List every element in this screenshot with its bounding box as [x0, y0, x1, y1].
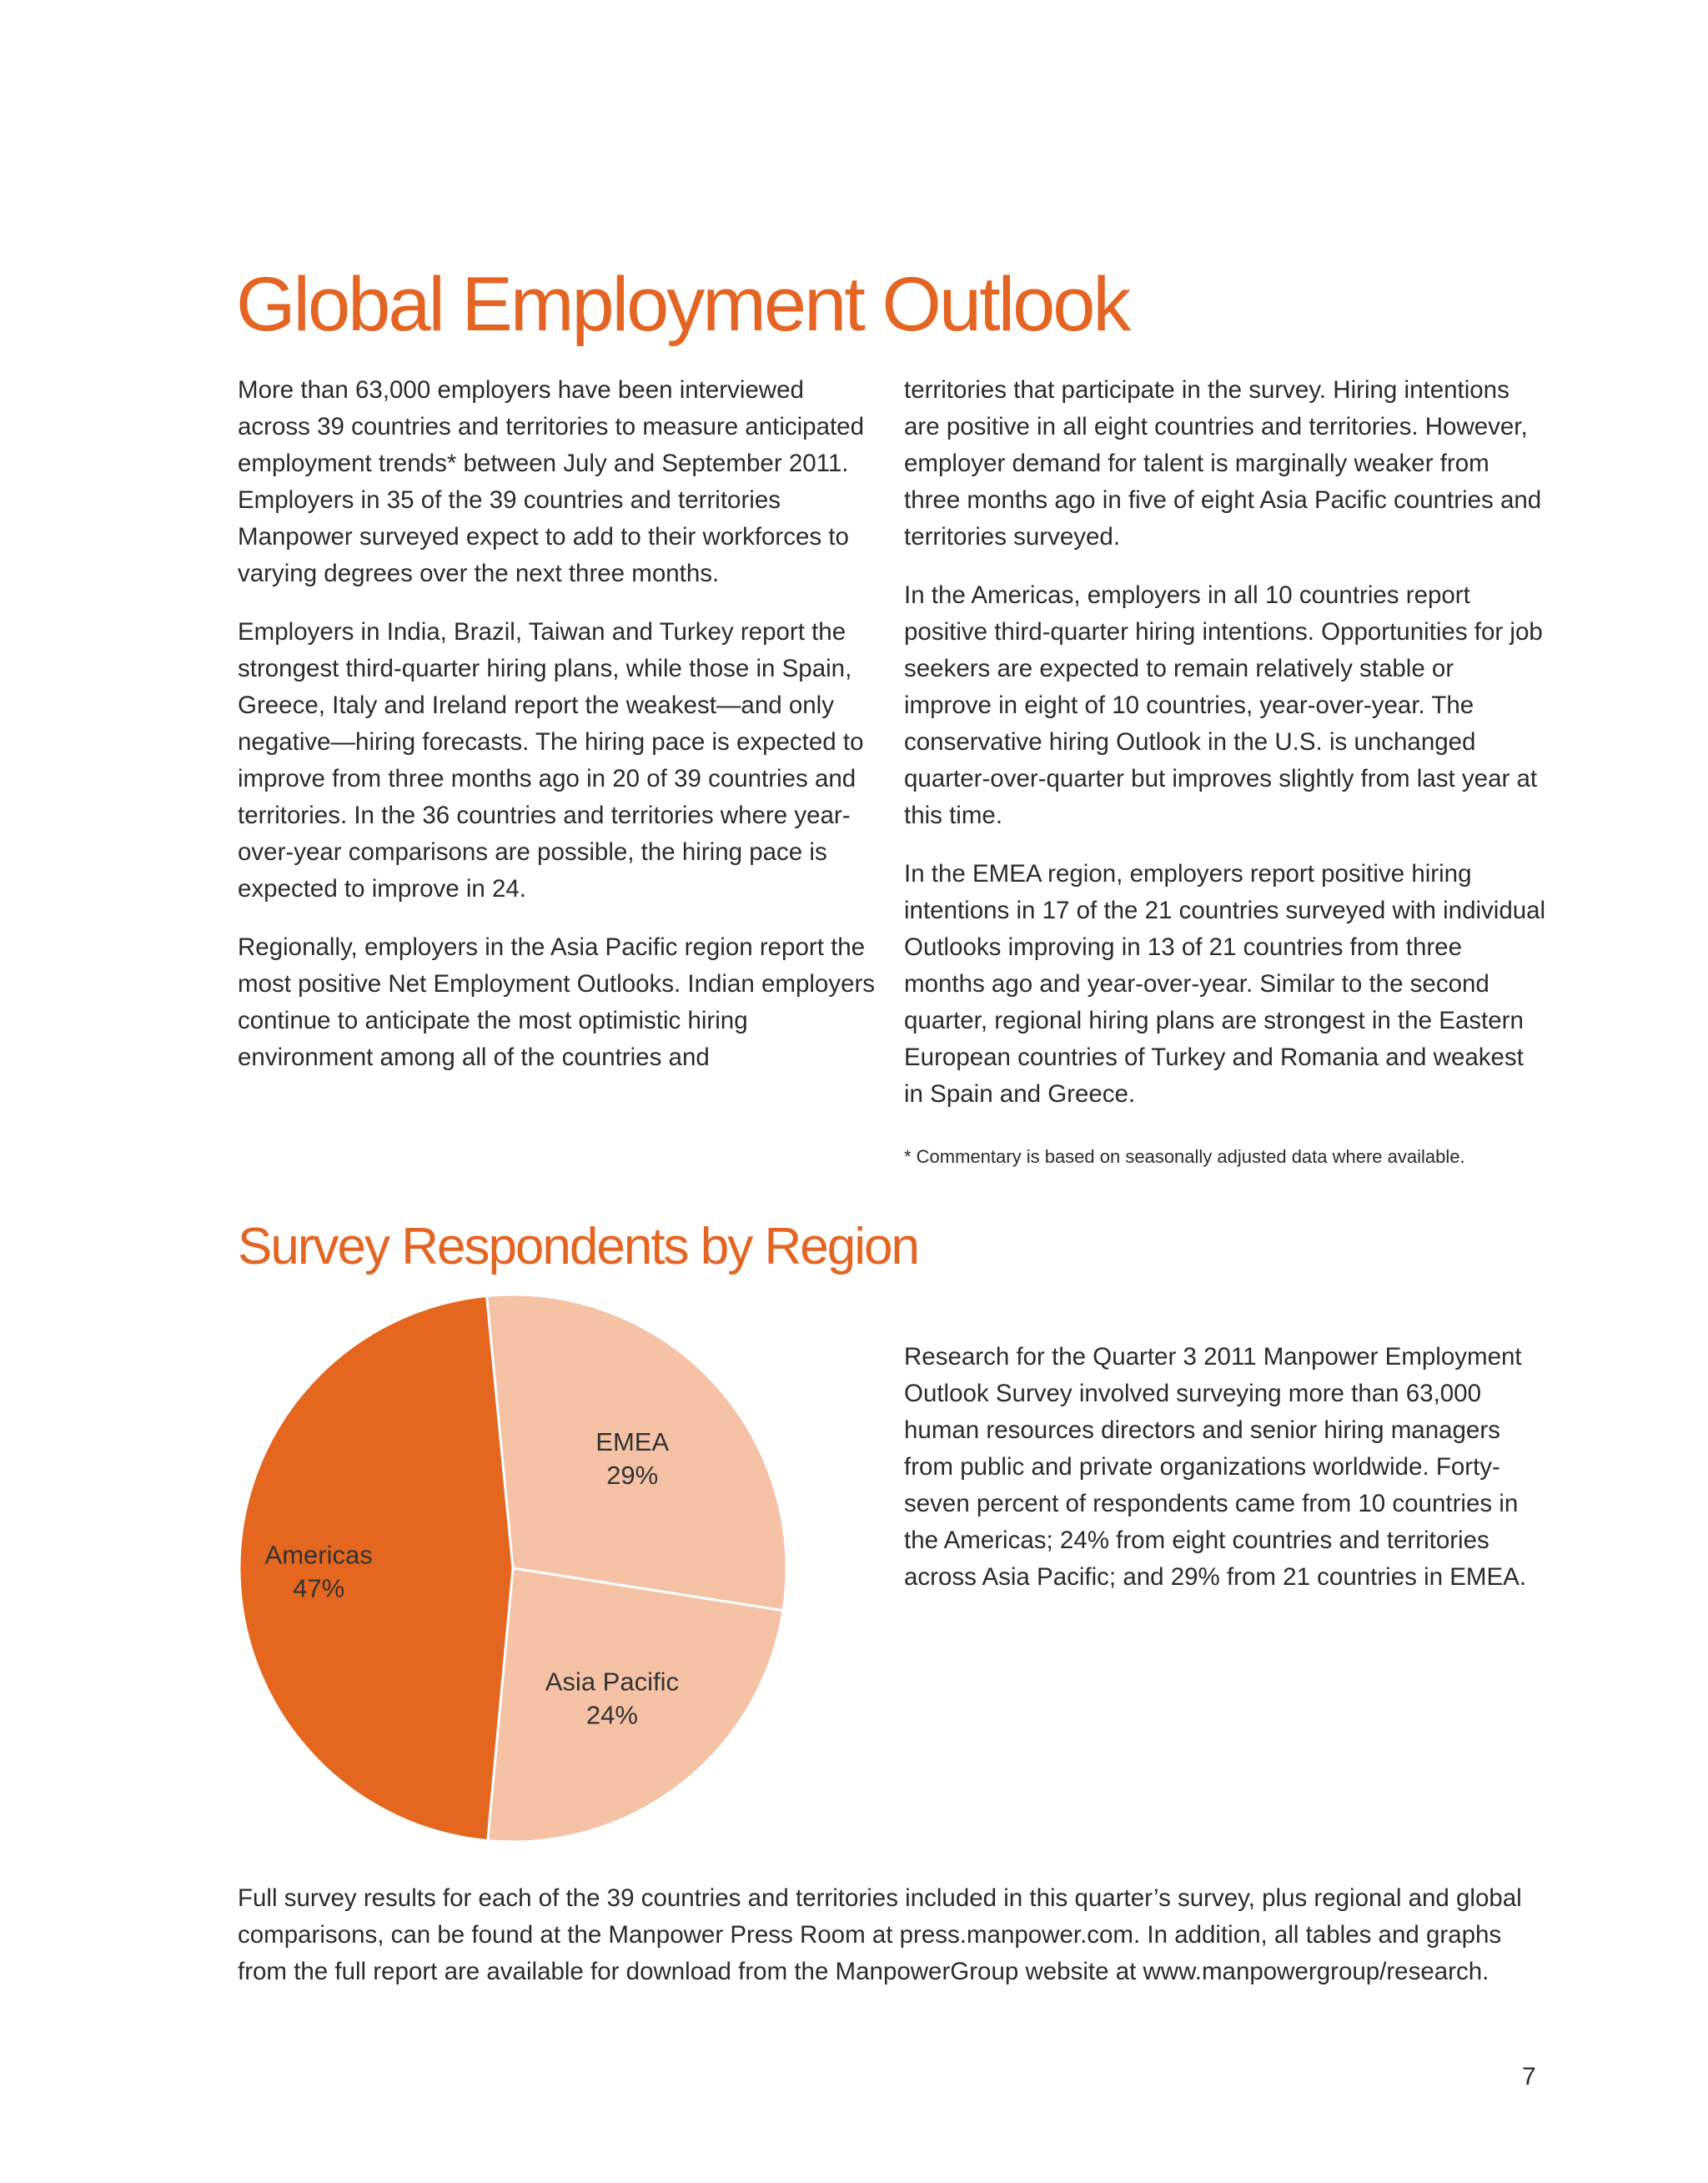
right-column	[904, 372, 1546, 1134]
paragraph: In the EMEA region, employers report positive hiring intentions in 17 of the 21 countries surveyed with individual Outlooks improving in 13 of 21 countries from three months ago and year-over-year. Similar to the second quarter, regional hiring plans are strongest in the Eastern European countries of Turkey and Romania and weakest in Spain and Greece.	[904, 860, 1546, 1108]
slice-label: Americas	[264, 1540, 373, 1570]
footnote: * Commentary is based on seasonally adjusted data where available.	[904, 1146, 1465, 1167]
page-title: Global Employment Outlook	[236, 262, 1129, 347]
slice-label: Asia Pacific	[545, 1667, 679, 1697]
paragraph: More than 63,000 employers have been interviewed across 39 countries and territories to measure anticipated employment trends* between July and September 2011. Employers in 35 of the 39 countries and territories Manpower surveyed expect to add to their workforces to varying degrees over the next three months.	[238, 376, 864, 587]
pie-chart	[234, 1293, 792, 1852]
bottom-paragraph: Full survey results for each of the 39 countries and territories included in this quarter’s survey, plus regional and global comparisons, can be found at the Manpower Press Room at press.manpower.com. In addition, all tables and graphs from the full report are available for download from the ManpowerGroup website at www.manpowergroup/research.	[238, 1884, 1522, 1985]
paragraph: Employers in India, Brazil, Taiwan and Turkey report the strongest third-quarter hiring plans, while those in Spain, Greece, Italy and Ireland report the weakest—and only negative—hiring forecasts. The hiring pace is expected to improve from three months ago in 20 of 39 countries and territories. In the 36 countries and territories where year-over-year comparisons are possible, the hiring pace is expected to improve in 24.	[238, 618, 864, 903]
slice-value-label: 47%	[293, 1573, 345, 1603]
research-paragraph: Research for the Quarter 3 2011 Manpower Employment Outlook Survey involved surveying more than 63,000 human resources directors and senior hiring managers from public and private organizations worldwide. Forty-seven percent of respondents came from 10 countries in the Americas; 24% from eight countries and territories across Asia Pacific; and 29% from 21 countries in EMEA.	[904, 1343, 1527, 1591]
paragraph: In the Americas, employers in all 10 countries report positive third-quarter hiring intentions. Opportunities for job seekers are expected to remain relatively stable or improve in eight of 10 countries, year-over-year. The conservative hiring Outlook in the U.S. is unchanged quarter-over-quarter but improves slightly from last year at this time.	[904, 581, 1543, 829]
chart-title: Survey Respondents by Region	[238, 1218, 918, 1275]
left-column	[238, 372, 880, 1098]
page-number: 7	[1522, 2063, 1536, 2090]
paragraph: territories that participate in the survey. Hiring intentions are positive in all eight countries and territories. However, employer demand for talent is marginally weaker from three months ago in five of eight Asia Pacific countries and territories surveyed.	[904, 376, 1542, 551]
slice-value-label: 29%	[606, 1461, 659, 1491]
paragraph: Regionally, employers in the Asia Pacific region report the most positive Net Employment Outlooks. Indian employers continue to anticipate the most optimistic hiring environment among all of the countries and	[238, 933, 876, 1071]
slice-value-label: 24%	[585, 1700, 638, 1730]
slice-label: EMEA	[595, 1427, 670, 1457]
